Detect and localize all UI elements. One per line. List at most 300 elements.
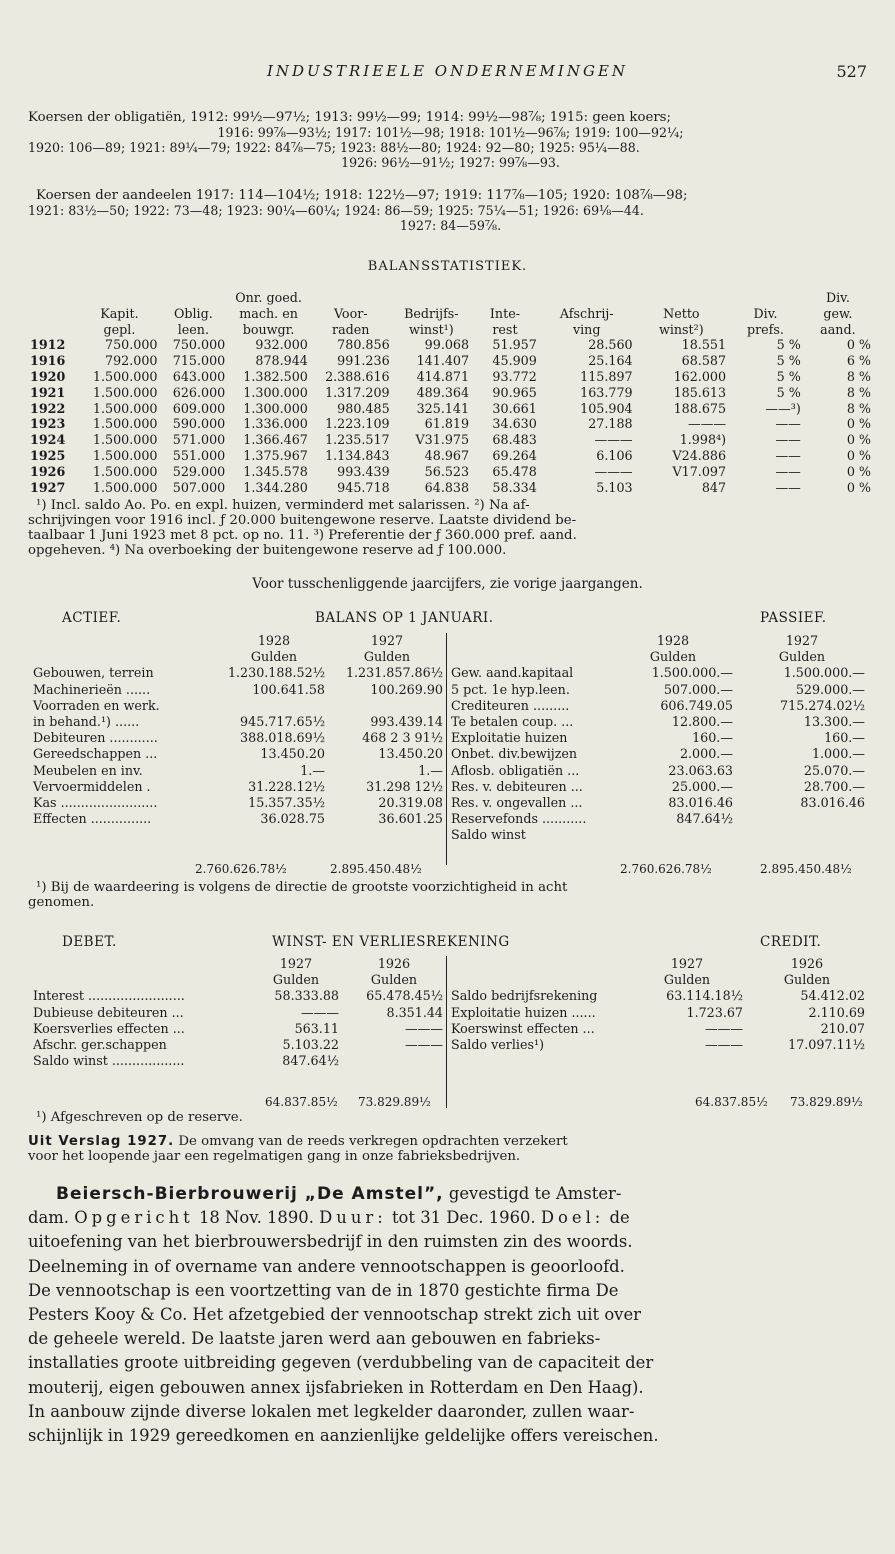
table-cell: 1.317.209: [325, 384, 390, 400]
ledger-value: [342, 1053, 446, 1069]
table-cell: 1.500.000: [92, 479, 158, 495]
year-header: 1927: [279, 956, 313, 971]
ledger-row: [448, 811, 868, 827]
ledger-value: ———: [704, 1037, 743, 1053]
balans-passief-table: [448, 633, 868, 844]
table-cell: 25.164: [588, 353, 633, 369]
ledger-value: 1.000.—: [811, 746, 865, 762]
ledger-row: [30, 779, 446, 795]
table-cell: 1.998⁴): [679, 432, 727, 448]
table-cell: 8 %: [846, 384, 871, 400]
verslag: [28, 1134, 873, 1164]
ledger-item: Saldo verlies¹): [451, 1037, 545, 1053]
column-header: [392, 290, 471, 306]
table-cell: 28.560: [588, 337, 633, 353]
header-row: [28, 322, 873, 338]
table-cell: ——: [775, 479, 801, 495]
table-cell: 1.500.000: [92, 432, 158, 448]
table-cell: V17.097: [672, 463, 727, 479]
ledger-value: 993.439.14: [370, 714, 443, 730]
column-divider: [446, 633, 447, 865]
text-fragment: gevestigd te Amster-: [443, 1184, 622, 1203]
ledger-value: 1.—: [418, 762, 443, 778]
text-line: Koersen der aandeelen 1917: 114—104½; 1918: 122½—97; 1919: 117⅞—105; 1920: 108⅞—98;: [36, 188, 688, 203]
year-header-row: [30, 633, 446, 649]
verslag-label: Uit Verslag 1927.: [28, 1134, 175, 1149]
ledger-row: [448, 714, 868, 730]
table-cell: 162.000: [673, 368, 727, 384]
year-header: 1928: [257, 633, 291, 648]
year-header-row: [30, 956, 446, 972]
footnote-line: schrijvingen voor 1916 incl. ƒ 20.000 buitengewone reserve. Laatste dividend be-: [28, 513, 577, 528]
table-cell: 1.345.578: [243, 463, 308, 479]
column-header: bouwgr.: [242, 321, 295, 337]
balansstatistiek-table: [28, 290, 873, 495]
column-header: Afschrij-: [559, 305, 614, 321]
winst-title: WINST- EN VERLIESREKENING: [272, 934, 510, 950]
text-line: voor het loopende jaar een regelmatigen gang in onze fabrieksbedrijven.: [28, 1149, 521, 1164]
table-cell: 792.000: [105, 353, 158, 369]
ledger-value: 529.000.—: [795, 681, 865, 697]
table-cell: ——: [775, 463, 801, 479]
table-cell: 1.500.000: [92, 416, 158, 432]
year-cell: 1926: [30, 463, 66, 479]
ledger-value: [328, 698, 446, 714]
ledger-row: [448, 682, 868, 698]
ledger-row: [30, 763, 446, 779]
ledger-value: 100.269.90: [370, 681, 443, 697]
unit-header: Gulden: [663, 972, 711, 988]
table-cell: 590.000: [172, 416, 226, 432]
column-header: Onr. goed.: [235, 290, 302, 305]
ledger-row: [448, 763, 868, 779]
column-header: raden: [332, 321, 370, 337]
table-cell: 0 %: [846, 432, 871, 448]
actief-label: ACTIEF.: [62, 610, 122, 626]
ledger-value: 210.07: [820, 1020, 865, 1036]
text-line: Koersen der obligatiën, 1912: 99½—97½; 1913: 99½—99; 1914: 99½—98⅞; 1915: geen koers;: [28, 110, 671, 125]
header-row: [28, 290, 873, 306]
ledger-value: 65.478.45½: [366, 988, 443, 1004]
ledger-value: 606.749.05: [660, 697, 733, 713]
unit-header-row: [30, 972, 446, 988]
table-row: [28, 337, 873, 353]
ledger-item: Effecten ...............: [33, 811, 152, 827]
ledger-value: 715.274.02½: [780, 697, 865, 713]
footnote-line: genomen.: [28, 895, 95, 910]
column-header: gepl.: [103, 321, 136, 337]
table-cell: 643.000: [172, 368, 226, 384]
ledger-item: Exploitatie huizen: [451, 730, 568, 746]
ledger-value: 17.097.11½: [788, 1037, 865, 1053]
ledger-item: Kas ........................: [33, 795, 158, 811]
year-cell: 1912: [30, 337, 66, 353]
column-header: Voor-: [333, 305, 368, 321]
footnote-line: ¹) Incl. saldo Ao. Po. en expl. huizen, verminderd met salarissen. ²) Na af-: [36, 498, 530, 513]
text-line: De vennootschap is een voortzetting van de in 1870 gestichte firma De: [28, 1280, 619, 1300]
table-cell: 507.000: [172, 479, 226, 495]
ledger-row: [30, 795, 446, 811]
ledger-item: Interest ........................: [33, 988, 185, 1004]
table-cell: 115.897: [580, 368, 633, 384]
table-cell: 5.103: [596, 479, 633, 495]
table-cell: 1.500.000: [92, 384, 158, 400]
winst-total-debet-1926: 73.829.89½: [358, 1095, 431, 1109]
table-cell: 185.613: [673, 384, 727, 400]
ledger-item: Dubieuse debiteuren ...: [33, 1004, 184, 1020]
table-cell: 750.000: [172, 337, 226, 353]
table-cell: 1.336.000: [243, 416, 308, 432]
ledger-item: Gebouwen, terrein: [33, 665, 154, 681]
ledger-value: ———: [704, 1020, 743, 1036]
ledger-value: 5.103.22: [282, 1037, 339, 1053]
table-cell: 68.483: [492, 432, 537, 448]
table-cell: 945.718: [337, 479, 390, 495]
unit-header: Gulden: [250, 649, 298, 665]
ledger-row: [448, 1021, 868, 1037]
ledger-value: 13.300.—: [803, 714, 865, 730]
ledger-row: [30, 746, 446, 762]
ledger-value: 2.110.69: [808, 1004, 865, 1020]
ledger-row: [30, 665, 446, 681]
ledger-item: Res. v. debiteuren ...: [451, 778, 583, 794]
text-line: 1916: 99⅞—93½; 1917: 101½—98; 1918: 101½—96⅞; 1919: 100—92¼;: [217, 125, 684, 140]
ledger-row: [30, 698, 446, 714]
column-header: Kapit.: [100, 305, 139, 321]
ledger-value: 1.500.000.—: [651, 665, 733, 681]
ledger-value: [736, 827, 868, 843]
ledger-value: 507.000.—: [663, 681, 733, 697]
ledger-item: Reservefonds ...........: [451, 811, 587, 827]
table-cell: ———: [594, 463, 633, 479]
column-header: aand.: [820, 321, 856, 337]
table-cell: 93.772: [492, 368, 537, 384]
unit-header: Gulden: [649, 649, 697, 665]
table-cell: 5 %: [776, 368, 801, 384]
debet-label: DEBET.: [62, 934, 117, 950]
table-cell: 18.551: [681, 337, 727, 353]
year-cell: 1924: [30, 432, 66, 448]
text-line: installaties groote uitbreiding gegeven (verdubbeling van de capaciteit der: [28, 1353, 654, 1373]
ledger-value: 13.450.20: [260, 746, 325, 762]
table-cell: 626.000: [172, 384, 226, 400]
table-cell: 0 %: [846, 479, 871, 495]
table-cell: 90.965: [492, 384, 537, 400]
balans-total-passief-1927: 2.895.450.48½: [760, 862, 852, 876]
year-cell: 1925: [30, 447, 66, 463]
ledger-value: [610, 827, 736, 843]
ledger-value: 25.070.—: [803, 762, 865, 778]
table-cell: 1.235.517: [325, 432, 390, 448]
passief-label: PASSIEF.: [760, 610, 827, 626]
ledger-item: Afschr. ger.schappen: [33, 1037, 167, 1053]
page-number: 527: [836, 62, 867, 81]
ledger-value: 468 2 3 91½: [362, 730, 443, 746]
ledger-row: [448, 795, 868, 811]
text-fragment: dam.: [28, 1208, 75, 1228]
company-name: Beiersch-Bierbrouwerij „De Amstel”,: [56, 1184, 444, 1204]
ledger-value: 160.—: [824, 730, 865, 746]
balans-total-actief-1928: 2.760.626.78½: [195, 862, 287, 876]
ledger-item: Koersverlies effecten ...: [33, 1020, 185, 1036]
ledger-row: [448, 746, 868, 762]
table-cell: 1.366.467: [243, 432, 308, 448]
ledger-item: in behand.¹) ......: [33, 714, 140, 730]
table-cell: 991.236: [337, 353, 390, 369]
year-header: 1926: [377, 956, 411, 971]
ledger-row: [448, 665, 868, 681]
ledger-value: 20.319.08: [378, 795, 443, 811]
table-row: [28, 385, 873, 401]
table-cell: 34.630: [492, 416, 537, 432]
table-cell: 1.500.000: [92, 463, 158, 479]
text-fragment: 18 Nov. 1890.: [193, 1208, 320, 1228]
balans-actief-table: [30, 633, 446, 827]
voor-tusschenliggende: Voor tusschenliggende jaarcijfers, zie vorige jaargangen.: [252, 576, 643, 592]
year-cell: 1922: [30, 400, 66, 416]
table-cell: 56.523: [424, 463, 470, 479]
unit-header: Gulden: [272, 972, 320, 988]
year-cell: 1921: [30, 384, 66, 400]
table-cell: 609.000: [172, 400, 226, 416]
table-cell: 529.000: [172, 463, 226, 479]
text-line: schijnlijk in 1929 gereedkomen en aanzienlijke geldelijke offers vereischen.: [28, 1426, 659, 1446]
table-cell: 0 %: [846, 416, 871, 432]
table-cell: 65.478: [492, 463, 537, 479]
ledger-row: [30, 1053, 446, 1069]
ledger-value: [220, 698, 328, 714]
table-cell: 8 %: [846, 400, 871, 416]
column-header: ving: [572, 321, 601, 337]
table-cell: 58.334: [492, 479, 537, 495]
winst-credit-table: [448, 956, 868, 1053]
table-cell: 1.382.500: [243, 368, 308, 384]
ledger-value: 1.230.188.52½: [227, 665, 325, 681]
koersen-obligatien: [28, 110, 873, 170]
year-header: 1927: [370, 633, 404, 648]
duur-label: Duur:: [319, 1208, 387, 1228]
column-header: [728, 290, 803, 306]
table-cell: 1.344.280: [243, 479, 308, 495]
table-cell: 0 %: [846, 447, 871, 463]
ledger-value: 2.000.—: [679, 746, 733, 762]
ledger-item: Meubelen en inv.: [33, 762, 143, 778]
table-cell: ——: [775, 432, 801, 448]
ledger-value: ———: [404, 1020, 443, 1036]
text-line: 1921: 83½—50; 1922: 73—48; 1923: 90¼—60¼; 1924: 86—59; 1925: 75¼—51; 1926: 69⅛—44.: [28, 203, 644, 218]
column-header: [28, 322, 79, 338]
text-line: 1926: 96½—91½; 1927: 99⅞—93.: [341, 155, 560, 170]
column-header: [28, 290, 79, 306]
ledger-value: ———: [300, 1004, 339, 1020]
ledger-row: [448, 698, 868, 714]
text-line: Deelneming in of overname van andere vennootschappen is geoorloofd.: [28, 1256, 625, 1276]
column-header: mach. en: [239, 305, 298, 321]
table-cell: 489.364: [416, 384, 470, 400]
column-header: Inte-: [489, 305, 520, 321]
table-cell: 980.485: [337, 400, 390, 416]
section-title-balansstatistiek: BALANSSTATISTIEK.: [367, 259, 528, 274]
winst-debet-table: [30, 956, 446, 1069]
column-header: winst¹): [408, 321, 454, 337]
table-cell: 141.407: [416, 353, 470, 369]
ledger-value: 83.016.46: [800, 795, 865, 811]
ledger-item: Aflosb. obligatiën ...: [451, 762, 580, 778]
footnote-line: opgeheven. ⁴) Na overboeking der buitengewone reserve ad ƒ 100.000.: [28, 543, 507, 558]
table-cell: ——: [775, 416, 801, 432]
table-cell: 0 %: [846, 463, 871, 479]
table-cell: 5 %: [776, 337, 801, 353]
column-header: [539, 290, 635, 306]
credit-label: CREDIT.: [760, 934, 822, 950]
table-row: [28, 416, 873, 432]
winst-note: ¹) Afgeschreven op de reserve.: [36, 1110, 243, 1125]
table-cell: 1.223.109: [325, 416, 390, 432]
ledger-item: Onbet. div.bewijzen: [451, 746, 578, 762]
ledger-item: Res. v. ongevallen ...: [451, 795, 583, 811]
table-cell: 69.264: [492, 447, 537, 463]
ledger-value: 23.063.63: [668, 762, 733, 778]
table-cell: 188.675: [673, 400, 727, 416]
ledger-item: Exploitatie huizen ......: [451, 1004, 596, 1020]
text-line: De omvang van de reeds verkregen opdrachten verzekert: [178, 1134, 568, 1149]
ledger-item: Voorraden en werk.: [33, 697, 160, 713]
ledger-value: 12.800.—: [671, 714, 733, 730]
ledger-row: [448, 827, 868, 843]
ledger-value: [736, 811, 868, 827]
ledger-value: 13.450.20: [378, 746, 443, 762]
balans-total-passief-1928: 2.760.626.78½: [620, 862, 712, 876]
column-header: Div.: [753, 305, 778, 321]
winst-total-debet-1927: 64.837.85½: [265, 1095, 338, 1109]
column-header: prefs.: [746, 321, 784, 337]
column-header: [28, 306, 79, 322]
table-cell: 48.967: [424, 447, 470, 463]
text-line: de geheele wereld. De laatste jaren werd aan gebouwen en fabrieks-: [28, 1329, 601, 1349]
year-cell: 1923: [30, 416, 66, 432]
ledger-item: Saldo winst ..................: [33, 1053, 185, 1069]
ledger-item: Te betalen coup. ...: [451, 714, 574, 730]
ledger-row: [448, 730, 868, 746]
table-cell: 27.188: [588, 416, 633, 432]
year-header-row: [448, 633, 868, 649]
table-cell: 64.838: [424, 479, 470, 495]
year-header: 1928: [656, 633, 690, 648]
table-cell: 1.375.967: [243, 447, 308, 463]
running-header: INDUSTRIEELE ONDERNEMINGEN: [266, 62, 629, 80]
column-header: rest: [492, 321, 518, 337]
table-cell: 1.500.000: [92, 447, 158, 463]
column-header: Div.: [825, 290, 850, 305]
column-header: [471, 290, 539, 306]
ledger-value: 63.114.18½: [666, 988, 743, 1004]
table-cell: 6.106: [596, 447, 633, 463]
table-cell: 993.439: [337, 463, 390, 479]
table-cell: V24.886: [672, 447, 727, 463]
ledger-row: [30, 714, 446, 730]
table-cell: 8 %: [846, 368, 871, 384]
year-cell: 1920: [30, 368, 66, 384]
ledger-row: [30, 811, 446, 827]
table-cell: 551.000: [172, 447, 226, 463]
ledger-value: 54.412.02: [800, 988, 865, 1004]
table-cell: 105.904: [580, 400, 633, 416]
table-row: [28, 448, 873, 464]
ledger-value: 83.016.46: [668, 795, 733, 811]
table-row: [28, 369, 873, 385]
ledger-item: Gereedschappen ...: [33, 746, 158, 762]
table-cell: 571.000: [172, 432, 226, 448]
table-cell: ——: [775, 447, 801, 463]
ledger-item: Debiteuren ............: [33, 730, 158, 746]
ledger-item: Koerswinst effecten ...: [451, 1020, 595, 1036]
column-header: [635, 290, 728, 306]
balans-title: BALANS OP 1 JANUARI.: [315, 610, 494, 626]
table-cell: 5 %: [776, 353, 801, 369]
ledger-value: 1.—: [300, 762, 325, 778]
table-cell: 780.856: [337, 337, 390, 353]
footnote-line: ¹) Bij de waardeering is volgens de directie de grootste voorzichtigheid in acht: [36, 880, 568, 895]
winst-total-credit-1926: 73.829.89½: [790, 1095, 863, 1109]
ledger-value: 31.298 12½: [366, 778, 443, 794]
column-header: gew.: [823, 305, 853, 321]
table-cell: 5 %: [776, 384, 801, 400]
table-cell: 414.871: [416, 368, 470, 384]
table-cell: 1.134.843: [325, 447, 390, 463]
footnote-line: taalbaar 1 Juni 1923 met 8 pct. op no. 11. ³) Preferentie der ƒ 360.000 pref. aand.: [28, 528, 577, 543]
unit-header: Gulden: [370, 972, 418, 988]
year-header-row: [448, 956, 868, 972]
table-cell: 51.957: [492, 337, 537, 353]
column-header: Bedrijfs-: [404, 305, 459, 321]
ledger-row: [448, 988, 868, 1004]
unit-header-row: [30, 649, 446, 665]
table-cell: ———: [594, 432, 633, 448]
table-cell: 325.141: [416, 400, 470, 416]
header-row: [28, 306, 873, 322]
ledger-item: Crediteuren .........: [451, 697, 570, 713]
ledger-value: 58.333.88: [274, 988, 339, 1004]
ledger-item: Vervoermiddelen .: [33, 778, 151, 794]
text-line: Pesters Kooy & Co. Het afzetgebied der vennootschap strekt zich uit over: [28, 1305, 641, 1325]
unit-header: Gulden: [778, 649, 826, 665]
ledger-row: [30, 988, 446, 1004]
table-row: [28, 480, 873, 496]
table-cell: 6 %: [846, 353, 871, 369]
column-header: winst²): [658, 321, 704, 337]
ledger-row: [30, 682, 446, 698]
unit-header-row: [448, 972, 868, 988]
table-row: [28, 432, 873, 448]
ledger-item: Saldo bedrijfsrekening: [451, 988, 598, 1004]
table-cell: ——³): [765, 400, 801, 416]
amstel-paragraph: [28, 1182, 868, 1448]
doel-label: Doel:: [540, 1208, 605, 1228]
ledger-value: 563.11: [294, 1020, 339, 1036]
table-cell: 99.068: [424, 337, 470, 353]
table-cell: V31.975: [415, 432, 470, 448]
column-header: Oblig.: [173, 305, 213, 321]
table-cell: 45.909: [492, 353, 537, 369]
ledger-row: [30, 730, 446, 746]
notes-balansstatistiek: [28, 498, 873, 558]
ledger-value: 945.717.65½: [240, 714, 325, 730]
table-cell: 1.500.000: [92, 368, 158, 384]
table-cell: ———: [688, 416, 727, 432]
column-divider: [446, 956, 447, 1108]
unit-header: Gulden: [783, 972, 831, 988]
text-fragment: de: [604, 1208, 630, 1228]
